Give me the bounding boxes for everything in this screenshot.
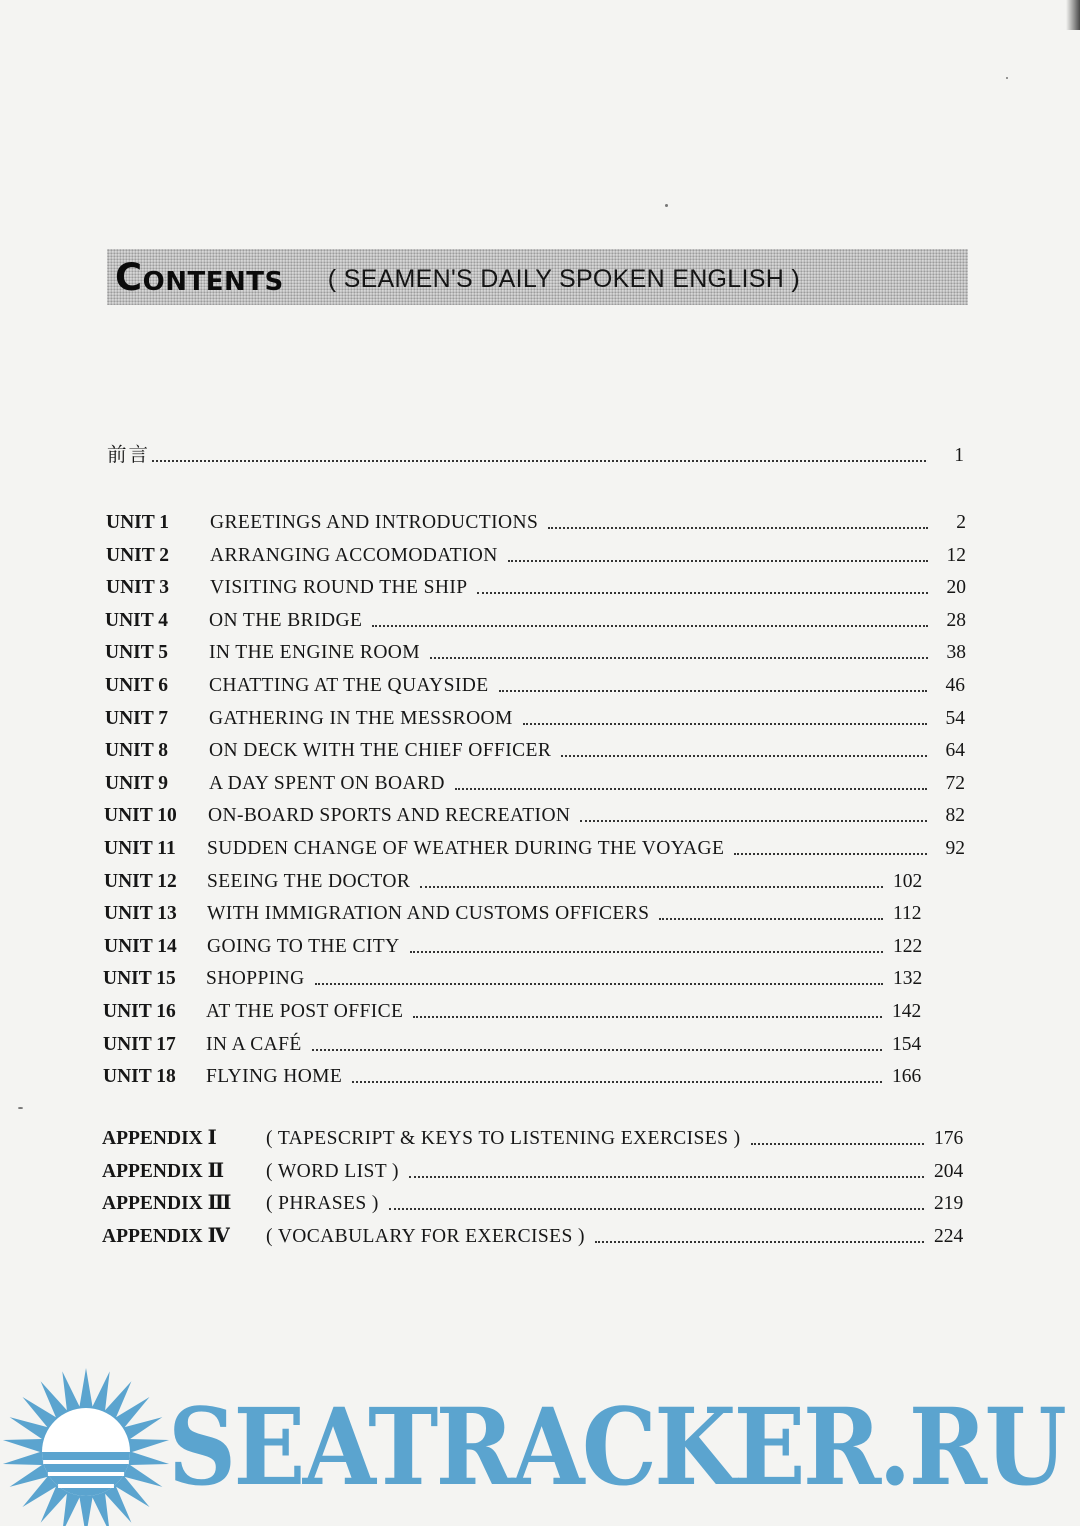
dot-leader xyxy=(352,1081,882,1083)
toc-entry-unit-14[interactable] xyxy=(104,932,921,958)
toc-entry-unit-2[interactable] xyxy=(106,541,966,567)
toc-entry-unit-5[interactable] xyxy=(105,638,966,664)
dot-leader xyxy=(508,560,928,562)
unit-label: UNIT 18 xyxy=(103,1066,176,1087)
appendix-label: APPENDIX Ⅱ xyxy=(102,1161,225,1182)
page-number: 142 xyxy=(892,1001,922,1022)
page-number: 224 xyxy=(934,1226,964,1247)
toc-entry-unit-11[interactable] xyxy=(104,834,965,860)
dot-leader xyxy=(389,1208,924,1210)
unit-label: UNIT 14 xyxy=(104,936,177,957)
entry-title: ON-BOARD SPORTS AND RECREATION xyxy=(208,805,571,826)
entry-title: VISITING ROUND THE SHIP xyxy=(210,577,468,598)
unit-label: UNIT 1 xyxy=(106,512,170,533)
page-number: 1 xyxy=(954,445,964,466)
appendix-label: APPENDIX Ⅳ xyxy=(102,1226,230,1247)
appendix-label: APPENDIX Ⅰ xyxy=(102,1128,217,1149)
page-number: 20 xyxy=(946,577,966,598)
toc-entry-unit-18[interactable] xyxy=(103,1062,920,1088)
contents-title: Contents xyxy=(115,255,284,299)
page-number: 154 xyxy=(892,1034,922,1055)
dot-leader xyxy=(372,625,928,627)
page-number: 46 xyxy=(945,675,965,696)
dot-leader xyxy=(430,657,928,659)
toc-entry-unit-6[interactable] xyxy=(105,671,965,697)
unit-label: UNIT 5 xyxy=(105,642,169,663)
dot-leader xyxy=(751,1143,924,1145)
appendix-label: APPENDIX Ⅲ xyxy=(102,1193,232,1214)
unit-label: UNIT 3 xyxy=(106,577,170,598)
entry-title: ARRANGING ACCOMODATION xyxy=(210,545,498,566)
page-number: 112 xyxy=(893,903,922,924)
page-number: 28 xyxy=(946,610,966,631)
dot-leader xyxy=(477,592,928,594)
page-number: 64 xyxy=(945,740,965,761)
toc-entry-appendix-1[interactable] xyxy=(102,1124,962,1150)
unit-label: UNIT 4 xyxy=(105,610,169,631)
toc-entry-appendix-4[interactable] xyxy=(102,1222,962,1248)
dot-leader xyxy=(420,886,883,888)
unit-label: UNIT 17 xyxy=(103,1034,176,1055)
unit-label: UNIT 13 xyxy=(104,903,177,924)
page-number: 219 xyxy=(934,1193,964,1214)
unit-label: UNIT 15 xyxy=(103,968,176,989)
page-edge-shadow xyxy=(1066,0,1080,30)
unit-label: UNIT 2 xyxy=(106,545,170,566)
page-number: 122 xyxy=(893,936,923,957)
dot-leader xyxy=(315,983,883,985)
entry-title: ( PHRASES ) xyxy=(266,1193,379,1214)
toc-entry-appendix-2[interactable] xyxy=(102,1157,962,1183)
unit-label: UNIT 11 xyxy=(104,838,176,859)
scan-speck xyxy=(18,1107,23,1109)
contents-header xyxy=(107,249,968,305)
toc-entry-preface[interactable] xyxy=(107,441,964,467)
toc-entry-unit-17[interactable] xyxy=(103,1030,920,1056)
toc-entry-unit-7[interactable] xyxy=(105,704,965,730)
dot-leader xyxy=(659,918,883,920)
entry-title: IN THE ENGINE ROOM xyxy=(209,642,421,663)
toc-entry-unit-3[interactable] xyxy=(106,573,966,599)
unit-label: UNIT 7 xyxy=(105,708,169,729)
entry-title: ( WORD LIST ) xyxy=(266,1161,399,1182)
toc-entry-unit-15[interactable] xyxy=(103,964,921,990)
scan-speck xyxy=(1006,77,1008,79)
dot-leader xyxy=(410,951,883,953)
entry-title: SUDDEN CHANGE OF WEATHER DURING THE VOYAGE xyxy=(207,838,725,859)
unit-label: UNIT 9 xyxy=(105,773,169,794)
page-number: 12 xyxy=(946,545,966,566)
entry-title: ( TAPESCRIPT & KEYS TO LISTENING EXERCISES ) xyxy=(266,1128,741,1149)
unit-label: UNIT 8 xyxy=(105,740,169,761)
page-number: 176 xyxy=(934,1128,964,1149)
toc-entry-unit-10[interactable] xyxy=(104,801,965,827)
entry-title: ON THE BRIDGE xyxy=(209,610,363,631)
contents-subtitle: ( SEAMEN'S DAILY SPOKEN ENGLISH ) xyxy=(327,264,800,293)
dot-leader xyxy=(561,755,927,757)
entry-title: WITH IMMIGRATION AND CUSTOMS OFFICERS xyxy=(207,903,650,924)
dot-leader xyxy=(413,1016,882,1018)
toc-entry-unit-13[interactable] xyxy=(104,899,921,925)
dot-leader xyxy=(580,820,927,822)
dot-leader xyxy=(734,853,927,855)
entry-title: ON DECK WITH THE CHIEF OFFICER xyxy=(209,740,552,761)
dot-leader xyxy=(312,1049,882,1051)
entry-title: FLYING HOME xyxy=(206,1066,343,1087)
page-number: 102 xyxy=(893,871,923,892)
page-number: 38 xyxy=(946,642,966,663)
scan-speck xyxy=(665,204,668,207)
dot-leader xyxy=(499,690,927,692)
page-number: 82 xyxy=(945,805,965,826)
dot-leader xyxy=(455,788,927,790)
dot-leader xyxy=(595,1241,924,1243)
entry-title: GREETINGS AND INTRODUCTIONS xyxy=(210,512,539,533)
page-number: 204 xyxy=(934,1161,964,1182)
page-number: 2 xyxy=(956,512,966,533)
unit-label: UNIT 6 xyxy=(105,675,169,696)
entry-title: SHOPPING xyxy=(206,968,305,989)
page-number: 92 xyxy=(945,838,965,859)
toc-entry-unit-1[interactable] xyxy=(106,508,966,534)
dot-leader xyxy=(548,527,928,529)
dot-leader xyxy=(152,460,926,462)
entry-title: A DAY SPENT ON BOARD xyxy=(209,773,445,794)
dot-leader xyxy=(523,723,927,725)
page-number: 132 xyxy=(893,968,923,989)
toc-entry-unit-12[interactable] xyxy=(104,867,921,893)
page-number: 72 xyxy=(945,773,965,794)
entry-title: SEEING THE DOCTOR xyxy=(207,871,411,892)
preface-title: 前言 xyxy=(107,445,151,466)
toc-entry-appendix-3[interactable] xyxy=(102,1189,962,1215)
toc-entry-unit-4[interactable] xyxy=(105,606,966,632)
toc-entry-unit-9[interactable] xyxy=(105,769,965,795)
entry-title: AT THE POST OFFICE xyxy=(206,1001,404,1022)
entry-title: IN A CAFÉ xyxy=(206,1034,302,1055)
unit-label: UNIT 12 xyxy=(104,871,177,892)
page-number: 54 xyxy=(945,708,965,729)
entry-title: GOING TO THE CITY xyxy=(207,936,400,957)
watermark-text: SEATRACKER.RU xyxy=(168,1384,1065,1509)
entry-title: ( VOCABULARY FOR EXERCISES ) xyxy=(266,1226,585,1247)
unit-label: UNIT 10 xyxy=(104,805,177,826)
toc-entry-unit-8[interactable] xyxy=(105,736,965,762)
entry-title: GATHERING IN THE MESSROOM xyxy=(209,708,513,729)
toc-entry-unit-16[interactable] xyxy=(103,997,920,1023)
sun-icon xyxy=(0,1366,170,1526)
unit-label: UNIT 16 xyxy=(103,1001,176,1022)
entry-title: CHATTING AT THE QUAYSIDE xyxy=(209,675,489,696)
page-number: 166 xyxy=(892,1066,922,1087)
dot-leader xyxy=(409,1176,924,1178)
